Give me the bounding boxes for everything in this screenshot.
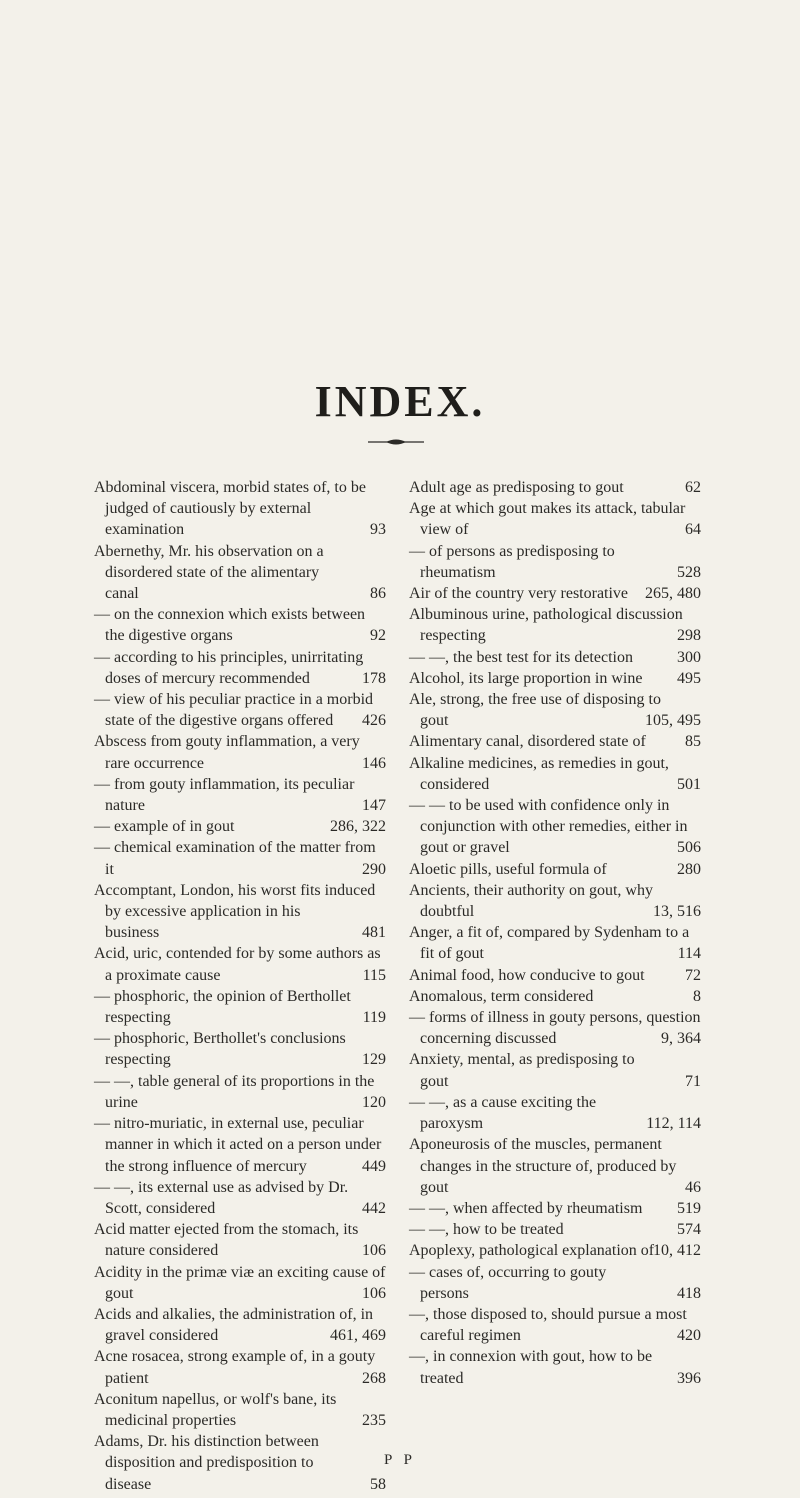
index-entry-page: 93 [370, 521, 386, 539]
index-entry-page: 286, 322 [330, 818, 386, 836]
index-entry [94, 1262, 386, 1304]
index-entry [94, 541, 386, 605]
index-entry [409, 1304, 701, 1346]
index-entry [94, 816, 386, 837]
index-entry [94, 774, 386, 816]
index-entry-text: Aponeurosis of the muscles, permanent changes in the structure of, produced by gout [409, 1136, 677, 1196]
index-entry-text: Acidity in the primæ viæ an exciting cause of gout [94, 1263, 386, 1302]
index-entry [94, 1346, 386, 1388]
index-entry [409, 668, 701, 689]
index-entry [94, 647, 386, 689]
index-entry-page: 146 [362, 754, 386, 772]
index-entry [94, 1389, 386, 1431]
index-entry-page: 442 [362, 1199, 386, 1217]
index-entry [409, 541, 701, 583]
index-entry-text: — —, as a cause exciting the paroxysm [409, 1093, 597, 1133]
index-entry [409, 647, 701, 668]
index-entry-page: 10, 412 [653, 1242, 701, 1260]
index-entry-page: 71 [685, 1072, 701, 1090]
index-entry [94, 1071, 386, 1113]
index-entry-page: 178 [362, 669, 386, 687]
index-entry-text: — chemical examination of the matter from it [94, 839, 376, 878]
index-entry-text: — cases of, occurring to gouty persons [409, 1263, 607, 1302]
index-entry-text: — on the connexion which exists between the digestive organs [94, 606, 366, 645]
index-entry-text: — phosphoric, Berthollet's conclusions respecting [94, 1030, 346, 1069]
index-entry-page: 86 [370, 585, 386, 603]
index-entry [409, 731, 701, 752]
index-entry [409, 753, 701, 795]
index-entry-text: — —, the best test for its detection [409, 648, 633, 666]
index-entry-text: Aconitum napellus, or wolf's bane, its medicinal properties [94, 1390, 337, 1429]
index-entry-page: 280 [677, 860, 701, 878]
index-entry-page: 120 [362, 1093, 386, 1111]
index-entry [94, 837, 386, 879]
index-entry-page: 506 [677, 839, 701, 857]
index-entry-text: Age at which gout makes its attack, tabular view of [409, 500, 686, 539]
index-entry-page: 58 [370, 1475, 386, 1493]
index-entry [94, 1113, 386, 1177]
index-entry [409, 1049, 701, 1091]
index-entry-text: Alkaline medicines, as remedies in gout, considered [409, 754, 669, 793]
index-entry-page: 461, 469 [330, 1327, 386, 1345]
index-entry [409, 922, 701, 964]
index-entry [94, 1028, 386, 1070]
index-entry-text: Ancients, their authority on gout, why doubtful [409, 881, 653, 921]
index-entry [94, 1219, 386, 1261]
index-entry-page: 265, 480 [645, 585, 701, 603]
index-entry-page: 106 [362, 1284, 386, 1302]
title-ornament-rule [368, 436, 424, 448]
index-entry-text: — —, how to be treated [409, 1221, 564, 1239]
index-entry [94, 604, 386, 646]
index-entry-page: 300 [677, 648, 701, 666]
index-entry [409, 965, 701, 986]
index-entry [409, 1092, 701, 1134]
index-entry [94, 731, 386, 773]
index-entry [94, 477, 386, 541]
index-entry-text: Acne rosacea, strong example of, in a gouty patient [94, 1348, 376, 1387]
index-entry [94, 943, 386, 985]
index-entry-page: 129 [362, 1051, 386, 1069]
index-entry-text: — example of in gout [94, 818, 235, 836]
index-entry-text: Acid, uric, contended for by some authors as a proximate cause [94, 945, 381, 984]
index-entry [409, 859, 701, 880]
index-entry-text: Adams, Dr. his distinction between disposition and predisposition to disease [94, 1433, 319, 1493]
index-entry-text: Air of the country very restorative [409, 585, 629, 603]
index-entry-text: — —, table general of its proportions in the urine [94, 1072, 375, 1111]
index-entry [409, 689, 701, 731]
index-entry-text: Abernethy, Mr. his observation on a disordered state of the alimentary canal [94, 542, 324, 603]
right-column [409, 477, 701, 1389]
index-entry-text: Aloetic pills, useful formula of [409, 860, 607, 878]
index-entry-text: Anxiety, mental, as predisposing to gout [409, 1051, 635, 1090]
index-entry-text: Abdominal viscera, morbid states of, to be judged of cautiously by external examination [94, 479, 366, 539]
index-entry: Anomalous, term considered 8 [409, 987, 701, 1005]
index-entry-text: Adult age as predisposing to gout [409, 479, 624, 496]
index-entry [94, 1177, 386, 1219]
index-entry [94, 986, 386, 1028]
index-entry [409, 795, 701, 859]
index-entry-text: —, in connexion with gout, how to be treated [409, 1348, 653, 1387]
index-entry-page: 147 [362, 797, 386, 815]
index-entry [409, 1007, 701, 1049]
index-entry [409, 498, 701, 540]
index-entry-page: 495 [677, 669, 701, 687]
signature-mark: P P [384, 1452, 416, 1468]
index-entry-text: Acids and alkalies, the administration of, in gravel considered [94, 1305, 374, 1345]
index-entry-page: 64 [685, 521, 701, 539]
index-entry [409, 583, 701, 604]
index-entry [409, 604, 701, 646]
index-entry-page: 449 [362, 1157, 386, 1175]
index-entry [409, 1134, 701, 1198]
index-entry [409, 1198, 701, 1219]
page-title: INDEX. [314, 377, 486, 426]
index-entry-text: — — to be used with confidence only in conjunction with other remedies, either in gout or gravel [409, 797, 688, 857]
index-entry-page: 574 [677, 1221, 701, 1239]
index-entry [409, 1240, 701, 1261]
index-entry [409, 1262, 701, 1304]
index-entry-page: 114 [677, 945, 701, 963]
index-entry-page: 62 [685, 479, 701, 496]
index-entry [94, 689, 386, 731]
index-entry-text: — according to his principles, unirritating doses of mercury recommended [94, 648, 364, 687]
index-entry-text: Alimentary canal, disordered state of [409, 733, 646, 751]
index-entry-page: 119 [362, 1009, 386, 1027]
index-entry-page: 235 [362, 1411, 386, 1429]
index-entry-text: — phosphoric, the opinion of Berthollet respecting [94, 987, 351, 1027]
index-entry [409, 1346, 701, 1388]
index-entry-page: 46 [685, 1178, 701, 1196]
index-entry-page: 501 [677, 775, 701, 793]
index-entry-page: 115 [362, 966, 386, 984]
index-entry-text: Animal food, how conducive to gout [409, 966, 645, 984]
index-entry-page: 418 [677, 1284, 701, 1302]
index-entry [94, 880, 386, 944]
index-entry [94, 1304, 386, 1346]
index-entry-text: Accomptant, London, his worst fits induced by excessive application in his business [94, 881, 376, 942]
index-entry-page: 420 [677, 1327, 701, 1345]
index-entry-page: 519 [677, 1199, 701, 1217]
index-entry-text: — —, its external use as advised by Dr. Scott, considered [94, 1178, 349, 1217]
index-entry-page: 396 [677, 1369, 701, 1387]
index-entry-page: 268 [362, 1369, 386, 1387]
index-entry [409, 1219, 701, 1240]
index-entry-text: Apoplexy, pathological explanation of [409, 1242, 655, 1260]
index-entry [409, 880, 701, 922]
index-entry-page: 106 [362, 1242, 386, 1260]
index-entry-page: 528 [677, 563, 701, 581]
index-entry-page: 92 [370, 627, 386, 645]
index-entry-text: Anomalous, term considered [409, 987, 594, 1005]
index-entry-text: — —, when affected by rheumatism [409, 1199, 643, 1217]
left-column [94, 477, 386, 1495]
index-entry-page: 85 [685, 733, 701, 751]
index-entry-page: 426 [362, 712, 386, 730]
index-entry-text: Albuminous urine, pathological discussion respecting [409, 606, 683, 645]
index-entry-text: Anger, a fit of, compared by Sydenham to a fit of gout [409, 924, 690, 963]
index-entry-page: 105, 495 [645, 712, 701, 730]
index-entry-page: 72 [685, 966, 701, 984]
index-entry-text: — from gouty inflammation, its peculiar nature [94, 775, 355, 815]
index-entry-page: 290 [362, 860, 386, 878]
index-entry-page: 112, 114 [646, 1115, 701, 1133]
index-entry-text: Alcohol, its large proportion in wine [409, 669, 643, 687]
index-entry [409, 477, 701, 498]
index-entry-text: — forms of illness in gouty persons, question concerning discussed [409, 1009, 701, 1048]
index-entry-text: Acid matter ejected from the stomach, its nature considered [94, 1221, 359, 1260]
index-entry-text: —, those disposed to, should pursue a most careful regimen [409, 1305, 687, 1345]
index-entry-text: — nitro-muriatic, in external use, peculiar manner in which it acted on a person under the strong influence of mercury [94, 1115, 382, 1175]
index-entry-text: Abscess from gouty inflammation, a very rare occurrence [94, 733, 360, 772]
index-entry-text: — of persons as predisposing to rheumatism [409, 542, 615, 581]
index-entry-page: 13, 516 [653, 903, 701, 921]
index-entry-page: 481 [362, 924, 386, 942]
index-entry-text: — view of his peculiar practice in a morbid state of the digestive organs offered [94, 691, 374, 730]
index-entry-page: 9, 364 [661, 1030, 701, 1048]
index-entry-text: Ale, strong, the free use of disposing to gout [409, 691, 661, 730]
index-entry-page: 298 [677, 627, 701, 645]
